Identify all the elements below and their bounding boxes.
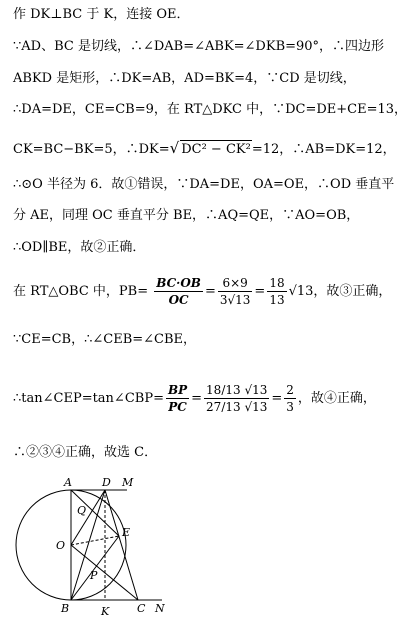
text-line-1: 作 DK⊥BC 于 K，连接 OE． (13, 7, 190, 22)
label-c: C (137, 602, 146, 615)
fraction-2-3: $\frac{2}{3}$ (286, 383, 294, 414)
label-o: O (56, 539, 66, 552)
conclusion-3: ，故③正确， (313, 284, 392, 299)
text-line-5 (13, 139, 396, 159)
segment-oe (71, 536, 119, 545)
label-p: P (90, 569, 98, 582)
label-m: M (122, 476, 134, 489)
sqrt-radicand: DC² − CK² (181, 142, 251, 157)
tan-prefix: ∴tan∠CEP=tan∠CBP= (13, 391, 164, 406)
label-k: K (101, 605, 110, 618)
text-line-12: ∴②③④正确，故选 C． (13, 445, 158, 460)
text-line-9 (13, 272, 391, 312)
dk-suffix: =12，∴AB=DK=12， (251, 142, 396, 157)
sqrt-sign: √ (169, 139, 180, 157)
fraction-compound: $\frac{18/13 √13}{27/13 √13}$ (206, 383, 268, 414)
equals: = (204, 284, 216, 299)
segment-be (71, 536, 119, 600)
label-e: E (122, 526, 131, 539)
text-line-2: ∵AD、BC 是切线，∴∠DAB=∠ABK=∠DKB=90°，∴四边形 (13, 39, 385, 54)
text-line-6: ∴⊙O 半径为 6．故①错误，∵DA=DE，OA=OE，∴OD 垂直平 (13, 177, 395, 192)
equals: = (271, 391, 283, 406)
label-q: Q (77, 504, 87, 517)
label-n: N (155, 602, 165, 615)
dk-prefix: CK=BC−BK=5，∴DK= (13, 142, 170, 157)
fraction-6x9: $\frac{6\times 9}{3√13}$ (219, 276, 251, 307)
text-line-8: ∴OD∥BE，故②正确． (13, 240, 146, 255)
text-line-4: ∴DA=DE，CE=CB=9，在 RT△DKC 中，∵DC=DE+CE=13， (13, 102, 408, 117)
conclusion-4: ，故④正确， (297, 391, 376, 406)
root-13: √13 (288, 284, 314, 299)
label-d: D (102, 476, 111, 489)
text-line-7: 分 AE，同理 OC 垂直平分 BE，∴AQ=QE，∵AO=OB， (13, 208, 360, 223)
equals: = (191, 391, 203, 406)
pb-prefix: 在 RT△OBC 中，PB= (13, 284, 149, 299)
fraction-bc-ob-over-oc: $\frac{BC\cdot OB}{OC}$ (156, 276, 201, 307)
label-b: B (61, 602, 70, 615)
fraction-18-13: $\frac{18}{13}$ (269, 276, 285, 307)
text-line-11 (13, 366, 376, 432)
label-a: A (64, 476, 72, 489)
equals: = (254, 284, 266, 299)
geometry-figure (12, 470, 182, 620)
text-line-3: ABKD 是矩形，∴DK=AB，AD=BK=4，∵CD 是切线， (13, 71, 356, 86)
fraction-bp-pc: $\frac{BP}{PC}$ (167, 383, 188, 414)
text-line-10: ∵CE=CB，∴∠CEB=∠CBE， (13, 332, 197, 347)
